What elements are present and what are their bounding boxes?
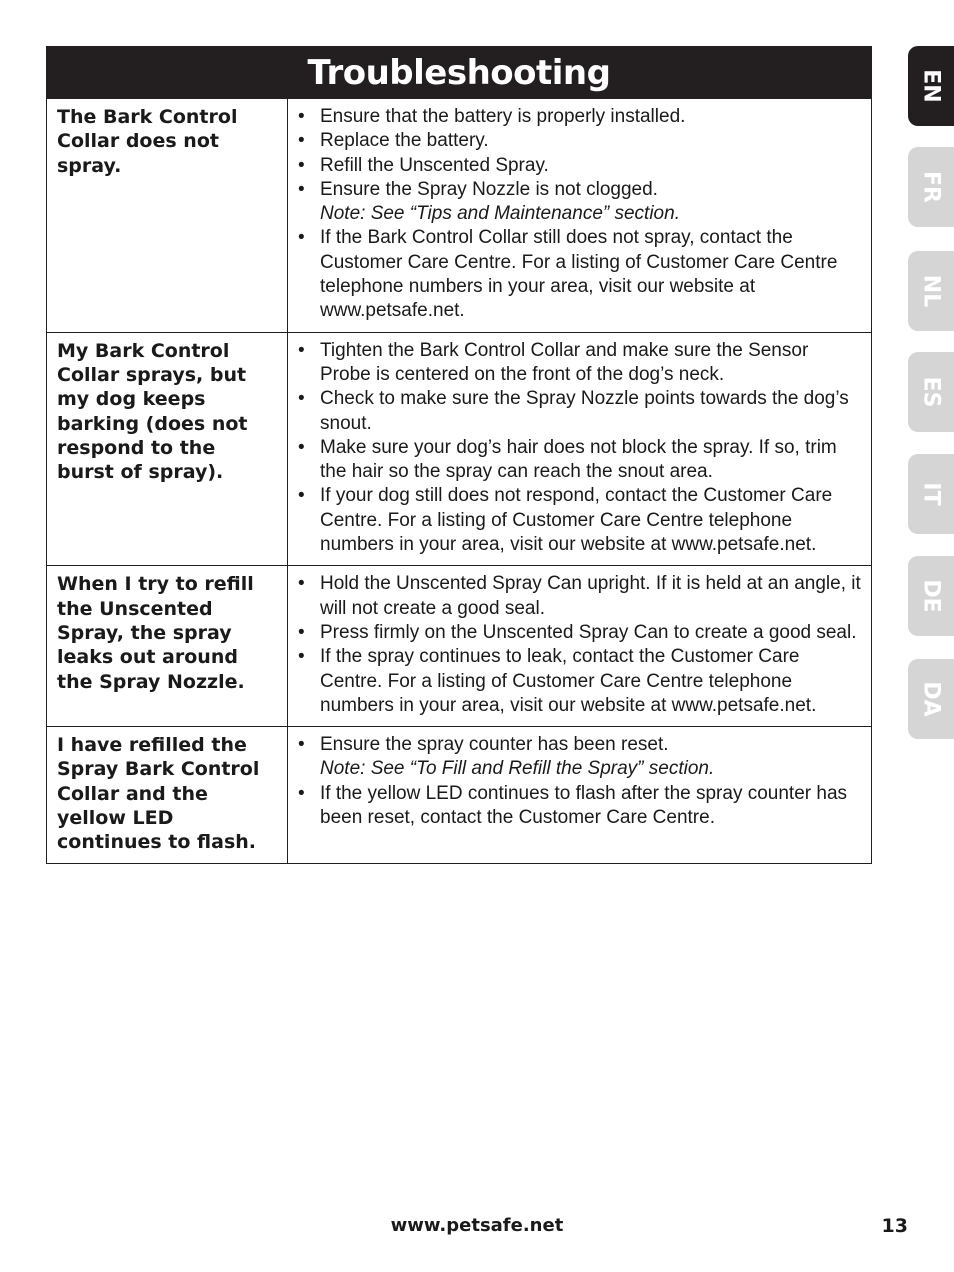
language-tab-label: FR: [918, 171, 944, 203]
solution-text: Make sure your dog’s hair does not block the spray. If so, trim the hair so the spray can reach the snout area.: [320, 436, 837, 483]
solution-cell: [288, 566, 872, 727]
bullet-icon: •: [298, 388, 305, 410]
bullet-icon: •: [298, 573, 305, 595]
bullet-icon: •: [298, 646, 305, 668]
table-row: [47, 332, 872, 566]
bullet-icon: •: [298, 734, 305, 756]
solution-item: [298, 178, 861, 227]
table-row: [47, 99, 872, 333]
page-title: Troubleshooting: [46, 46, 872, 98]
problem-cell: My Bark Control Collar sprays, but my dog keeps barking (does not respond to the burst of spray).: [47, 332, 288, 566]
footer-url: www.petsafe.net: [390, 1215, 564, 1236]
bullet-icon: •: [298, 339, 305, 361]
language-tab-en[interactable]: [908, 46, 954, 126]
bullet-icon: •: [298, 227, 305, 249]
solution-text: Refill the Unscented Spray.: [320, 154, 549, 176]
solution-list: [298, 572, 861, 718]
language-tab-label: NL: [918, 274, 944, 308]
solution-item: [298, 129, 861, 153]
solution-text: If the yellow LED continues to flash after the spray counter has been reset, contact the Customer Care Centre.: [320, 782, 848, 829]
solution-item: [298, 733, 861, 782]
language-tab-it[interactable]: [908, 454, 954, 534]
solution-text: If your dog still does not respond, contact the Customer Care Centre. For a listing of Customer Care Centre telephone numbers in your area, visit our website at www.petsafe.net.: [320, 485, 833, 556]
solution-list: [298, 339, 861, 558]
language-tab-label: DE: [918, 579, 944, 613]
solution-text: Hold the Unscented Spray Can upright. If it is held at an angle, it will not create a good seal.: [320, 573, 861, 619]
solution-item: [298, 154, 861, 178]
language-tab-da[interactable]: [908, 659, 954, 739]
solution-text: Press firmly on the Unscented Spray Can to create a good seal.: [320, 621, 857, 643]
solution-text: Replace the battery.: [320, 130, 489, 152]
solution-list: [298, 733, 861, 830]
solution-cell: [288, 332, 872, 566]
page-number: 13: [881, 1215, 908, 1237]
bullet-icon: •: [298, 154, 305, 176]
solution-note: Note: See “Tips and Maintenance” section.: [320, 203, 680, 225]
language-tab-label: DA: [918, 681, 944, 717]
bullet-icon: •: [298, 782, 305, 804]
bullet-icon: •: [298, 485, 305, 507]
solution-item: [298, 782, 861, 831]
bullet-icon: •: [298, 436, 305, 458]
solution-item: [298, 484, 861, 557]
language-tab-es[interactable]: [908, 352, 954, 432]
solution-text: Check to make sure the Spray Nozzle points towards the dog’s snout.: [320, 388, 849, 434]
problem-cell: The Bark Control Collar does not spray.: [47, 99, 288, 333]
solution-item: [298, 621, 861, 645]
solution-item: [298, 387, 861, 436]
solution-item: [298, 226, 861, 323]
language-tab-nl[interactable]: [908, 251, 954, 331]
problem-cell: When I try to refill the Unscented Spray, the spray leaks out around the Spray Nozzle.: [47, 566, 288, 727]
solution-item: [298, 339, 861, 388]
language-tab-fr[interactable]: [908, 147, 954, 227]
solution-item: [298, 105, 861, 129]
solution-item: [298, 436, 861, 485]
solution-text: Ensure that the battery is properly installed.: [320, 106, 686, 127]
problem-cell: I have refilled the Spray Bark Control Collar and the yellow LED continues to flash.: [47, 727, 288, 863]
solution-text: Ensure the spray counter has been reset.: [320, 734, 669, 756]
language-tab-label: ES: [918, 376, 944, 408]
solution-text: Tighten the Bark Control Collar and make sure the Sensor Probe is centered on the front of the dog’s neck.: [320, 339, 809, 385]
solution-note: Note: See “To Fill and Refill the Spray” section.: [320, 758, 715, 780]
solution-text: If the Bark Control Collar still does not spray, contact the Customer Care Centre. For a listing of Customer Care Centre telephone numbers in your area, visit our website at www.petsafe.net.: [320, 227, 838, 322]
table-row: [47, 727, 872, 863]
solution-cell: [288, 99, 872, 333]
table-row: [47, 566, 872, 727]
bullet-icon: •: [298, 178, 305, 200]
solution-cell: [288, 727, 872, 863]
solution-text: If the spray continues to leak, contact the Customer Care Centre. For a listing of Customer Care Centre telephone numbers in your area, visit our website at www.petsafe.net.: [320, 646, 817, 716]
language-tab-label: IT: [918, 482, 944, 506]
solution-item: [298, 572, 861, 621]
language-tab-de[interactable]: [908, 556, 954, 636]
bullet-icon: •: [298, 106, 305, 127]
bullet-icon: •: [298, 621, 305, 643]
troubleshooting-table: [46, 98, 872, 864]
solution-item: [298, 645, 861, 718]
bullet-icon: •: [298, 130, 305, 152]
solution-list: [298, 105, 861, 324]
solution-text: Ensure the Spray Nozzle is not clogged.: [320, 178, 658, 200]
language-tab-label: EN: [918, 69, 944, 103]
